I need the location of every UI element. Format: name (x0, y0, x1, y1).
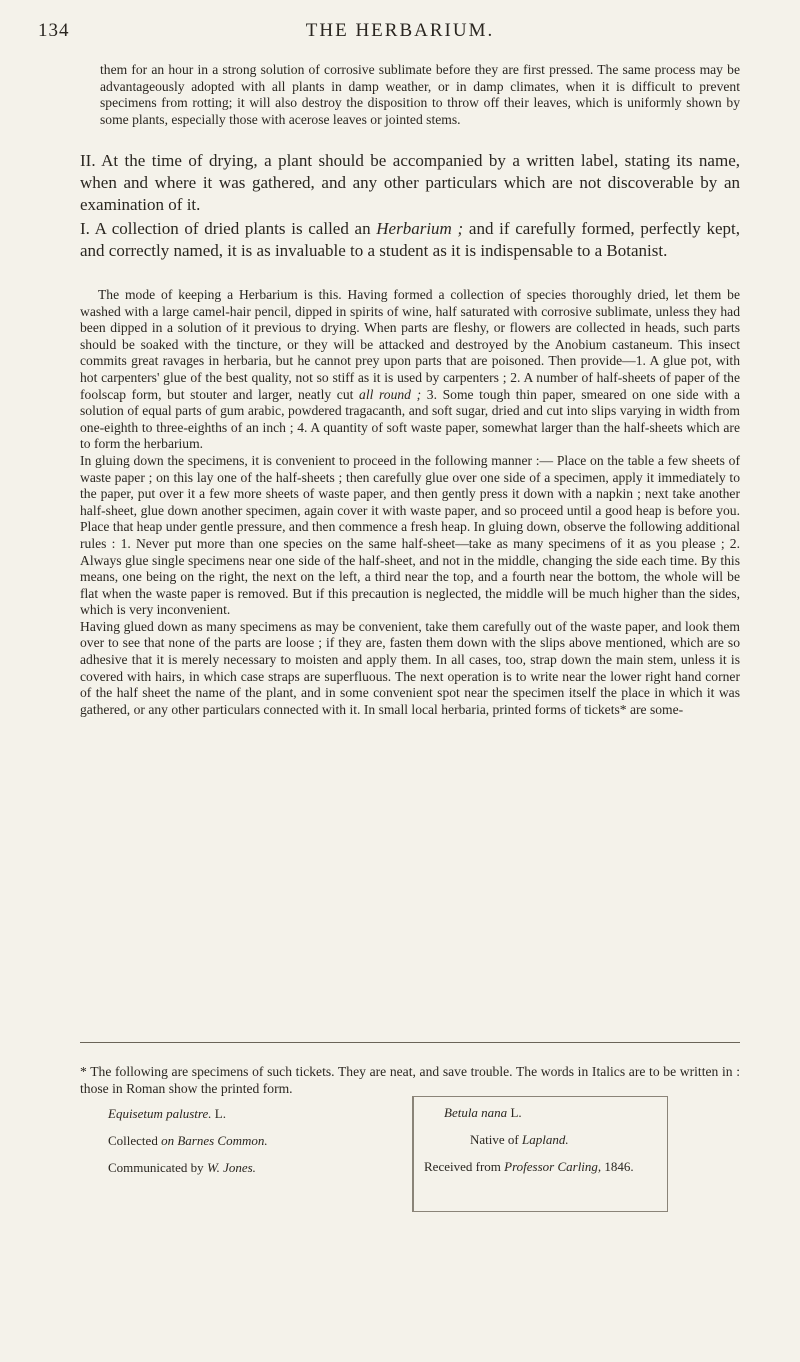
intro-paragraph: them for an hour in a strong solution of corrosive sublimate before they are first pressed. The same process may be advantageously adopted with all plants in damp weather, or in damp climates, when it is difficult to prevent specimens from rotting; it will also destroy the disposition to throw off their leaves, which is uniformly shown by some plants, especially those with acerose leaves or jointed stems. (100, 62, 740, 127)
ticket-left-contributor: W. Jones. (206, 1160, 256, 1175)
ticket-right-author: L. (510, 1105, 522, 1120)
method-paragraph-2: In gluing down the specimens, it is convenient to proceed in the following manner :— Place on the table a few sheets of waste paper ; on this lay one of the half-sheets ; then carefully glue over one side of a specimen, apply it immediately to the paper, put over it a few more sheets of waste paper, and then gently press it down with a napkin ; next take another half-sheet, glue down another specimen, again cover it with waste paper, and so proceed until a good heap is before you. Place that heap under gentle pressure, and then commence a fresh heap. In gluing down, observe the following additional rules : 1. Never put more than one species on the same half-sheet—take as many specimens of it as you please ; 2. Always glue single specimens near one side of the half-sheet, and not in the middle, changing the side each time. By this means, one being on the right, the next on the left, a third near the top, and a fourth near the bottom, the whole will be flat when the waste paper is removed. But if this precaution is neglected, the middle will be much higher than the sides, which is very inconvenient. (80, 452, 740, 618)
ticket-right-received-prefix: Received from (424, 1159, 505, 1174)
rule-I-text-before: I. A collection of dried plants is called an (80, 219, 377, 238)
ticket-right-native-prefix: Native of (470, 1132, 522, 1147)
ticket-left-collected-prefix: Collected (108, 1133, 162, 1148)
ticket-left-location: on Barnes Common. (161, 1133, 268, 1148)
ticket-right-name-line (424, 1099, 667, 1126)
ticket-right-received-line (424, 1153, 667, 1180)
ticket-example-left (108, 1100, 358, 1181)
herbarium-method-section (80, 287, 740, 718)
ticket-left-communicated-line (108, 1154, 358, 1181)
page-number: 134 (38, 20, 70, 41)
ticket-right-species: Betula nana (444, 1105, 508, 1120)
ticket-left-species: Equisetum palustre. (108, 1106, 212, 1121)
ticket-left-name-line (108, 1100, 358, 1127)
method-text-a: The mode of keeping a Herbarium is this. Having formed a collection of species thoroughly dried, let them be washed with a large camel-hair pencil, dipped in spirits of wine, half saturated with corrosive sublimate, unless they had been dipped in a solution of it previous to drying. When parts are fleshy, or flowers are collected in heads, such parts should be soaked with the tincture, or they will be attacked and destroyed by the Anobium castaneum. This insect commits great ravages in herbaria, but he cannot prey upon parts that are poisoned. Then provide—1. A glue pot, with hot carpenters' glue of the best quality, not so stiff as it is used by carpenters ; 2. A number of half-sheets of paper of the foolscap form, but stouter and larger, neatly cut (80, 287, 740, 402)
footnote-rule (80, 1042, 740, 1043)
ticket-left-author: L. (214, 1106, 226, 1121)
rule-I-text-after: and if carefully formed, perfectly kept, and correctly named, it is as invaluable to a student as it is indispensable to a Botanist. (80, 219, 740, 260)
ticket-left-communicated-prefix: Communicated by (108, 1160, 207, 1175)
ticket-right-contributor: Professor Carling, (504, 1159, 602, 1174)
ticket-right-native-line (424, 1126, 667, 1153)
method-paragraph-1 (80, 287, 740, 453)
method-text-b: 3. Some tough thin paper, smeared on one side with a solution of equal parts of gum arabic, powdered tragacanth, and soft sugar, dried and cut into slips varying in width from one-eighth to three-eighths of an inch ; 4. A quantity of soft waste paper, somewhat larger than the half-sheets which are to form the herbarium. (80, 386, 740, 452)
footnote: * The following are specimens of such tickets. They are neat, and save trouble. The words in Italics are to be written in : those in Roman show the printed form. (80, 1063, 740, 1096)
all-round-term: all round ; (359, 386, 422, 402)
method-paragraph-3: Having glued down as many specimens as may be convenient, take them carefully out of the waste paper, and look them over to see that none of the parts are loose ; if they are, fasten them down with the slips above mentioned, which are so adhesive that it is merely necessary to moisten and apply them. In all cases, too, strap down the main stem, unless it is covered with hairs, in which case straps are superfluous. The next operation is to write near the lower right hand corner of the half sheet the name of the plant, and in some convenient spot near the specimen itself the place in which it was gathered, or any other particulars connected with it. In small local herbaria, printed forms of tickets* are some- (80, 618, 740, 717)
herbarium-term: Herbarium ; (376, 219, 464, 238)
running-title: THE HERBARIUM. (305, 20, 495, 41)
rule-II-paragraph: II. At the time of drying, a plant should be accompanied by a written label, stating its name, when and where it was gathered, and any other particulars which are not discoverable by an examination of it. (80, 151, 740, 214)
ticket-right-year: 1846. (601, 1159, 634, 1174)
running-head (0, 20, 800, 44)
ticket-left-collected-line (108, 1127, 358, 1154)
rule-I-paragraph (80, 218, 740, 262)
ticket-right-location: Lapland. (521, 1132, 569, 1147)
ticket-example-right (412, 1096, 668, 1212)
